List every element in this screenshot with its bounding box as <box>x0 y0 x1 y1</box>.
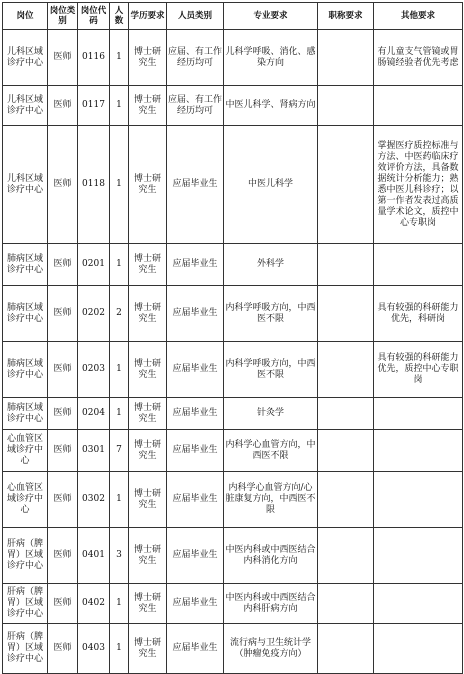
education-cell: 博士研究生 <box>129 624 167 674</box>
header-count: 人数 <box>110 3 129 30</box>
code-cell: 0117 <box>78 86 110 126</box>
title-cell <box>318 430 374 472</box>
major-cell: 流行病与卫生统计学（肿瘤免疫方向） <box>224 624 318 674</box>
category-cell: 医师 <box>48 30 78 86</box>
dept-cell: 心血管区域诊疗中心 <box>3 430 48 472</box>
header-category: 岗位类别 <box>48 3 78 30</box>
count-cell: 1 <box>110 342 129 398</box>
count-cell: 1 <box>110 86 129 126</box>
major-cell: 外科学 <box>224 244 318 286</box>
education-cell: 博士研究生 <box>129 286 167 342</box>
other-cell <box>374 86 463 126</box>
code-cell: 0201 <box>78 244 110 286</box>
category-cell: 医师 <box>48 244 78 286</box>
major-cell: 内科学呼吸方向，中西医不限 <box>224 286 318 342</box>
other-cell <box>374 244 463 286</box>
dept-cell: 肝病（脾胃）区域诊疗中心 <box>3 528 48 584</box>
table-row <box>3 584 463 624</box>
major-cell: 中医儿科学 <box>224 126 318 244</box>
education-cell: 博士研究生 <box>129 430 167 472</box>
other-cell: 掌握医疗质控标准与方法、中医药临床疗效评价方法，具备数据统计分析能力；熟悉中医儿科诊疗；以第一作者发表过高质量学术论文，质控中心专职岗 <box>374 126 463 244</box>
education-cell: 博士研究生 <box>129 86 167 126</box>
dept-cell: 心血管区域诊疗中心 <box>3 472 48 528</box>
education-cell: 博士研究生 <box>129 584 167 624</box>
title-cell <box>318 584 374 624</box>
title-cell <box>318 286 374 342</box>
count-cell: 1 <box>110 472 129 528</box>
major-cell: 中医内科或中西医结合内科肝病方向 <box>224 584 318 624</box>
category-cell: 医师 <box>48 430 78 472</box>
personnel-type-cell: 应届毕业生 <box>167 286 224 342</box>
other-cell: 具有较强的科研能力优先，质控中心专职岗 <box>374 342 463 398</box>
table-row <box>3 30 463 86</box>
table-row <box>3 528 463 584</box>
category-cell: 医师 <box>48 528 78 584</box>
header-education: 学历要求 <box>129 3 167 30</box>
other-cell <box>374 528 463 584</box>
personnel-type-cell: 应届毕业生 <box>167 244 224 286</box>
education-cell: 博士研究生 <box>129 472 167 528</box>
table-row <box>3 244 463 286</box>
code-cell: 0116 <box>78 30 110 86</box>
header-code: 岗位代码 <box>78 3 110 30</box>
category-cell: 医师 <box>48 342 78 398</box>
other-cell: 有儿童支气管镜或胃肠镜经验者优先考虑 <box>374 30 463 86</box>
personnel-type-cell: 应届毕业生 <box>167 430 224 472</box>
education-cell: 博士研究生 <box>129 244 167 286</box>
personnel-type-cell: 应届毕业生 <box>167 624 224 674</box>
code-cell: 0401 <box>78 528 110 584</box>
title-cell <box>318 472 374 528</box>
category-cell: 医师 <box>48 472 78 528</box>
code-cell: 0202 <box>78 286 110 342</box>
code-cell: 0118 <box>78 126 110 244</box>
personnel-type-cell: 应届毕业生 <box>167 126 224 244</box>
dept-cell: 肺病区域诊疗中心 <box>3 244 48 286</box>
table-row <box>3 126 463 244</box>
code-cell: 0403 <box>78 624 110 674</box>
personnel-type-cell: 应届、有工作经历均可 <box>167 86 224 126</box>
title-cell <box>318 244 374 286</box>
personnel-type-cell: 应届毕业生 <box>167 398 224 430</box>
title-cell <box>318 624 374 674</box>
major-cell: 中医儿科学、肾病方向 <box>224 86 318 126</box>
major-cell: 内科学心血管方向，中西医不限 <box>224 430 318 472</box>
count-cell: 2 <box>110 286 129 342</box>
category-cell: 医师 <box>48 86 78 126</box>
personnel-type-cell: 应届毕业生 <box>167 342 224 398</box>
major-cell: 儿科学呼吸、消化、感染方向 <box>224 30 318 86</box>
table-row <box>3 430 463 472</box>
count-cell: 7 <box>110 430 129 472</box>
dept-cell: 儿科区域诊疗中心 <box>3 86 48 126</box>
title-cell <box>318 30 374 86</box>
category-cell: 医师 <box>48 286 78 342</box>
count-cell: 1 <box>110 624 129 674</box>
dept-cell: 肝病（脾胃）区域诊疗中心 <box>3 584 48 624</box>
personnel-type-cell: 应届毕业生 <box>167 584 224 624</box>
title-cell <box>318 342 374 398</box>
title-cell <box>318 126 374 244</box>
personnel-type-cell: 应届毕业生 <box>167 528 224 584</box>
table-row <box>3 624 463 674</box>
header-other: 其他要求 <box>374 3 463 30</box>
other-cell <box>374 472 463 528</box>
personnel-type-cell: 应届毕业生 <box>167 472 224 528</box>
education-cell: 博士研究生 <box>129 30 167 86</box>
header-dept: 岗位 <box>3 3 48 30</box>
other-cell: 具有较强的科研能力优先，科研岗 <box>374 286 463 342</box>
title-cell <box>318 528 374 584</box>
education-cell: 博士研究生 <box>129 398 167 430</box>
dept-cell: 儿科区域诊疗中心 <box>3 126 48 244</box>
code-cell: 0203 <box>78 342 110 398</box>
title-cell <box>318 398 374 430</box>
other-cell <box>374 430 463 472</box>
major-cell: 内科学呼吸方向，中西医不限 <box>224 342 318 398</box>
table-row <box>3 86 463 126</box>
table-row <box>3 472 463 528</box>
dept-cell: 儿科区域诊疗中心 <box>3 30 48 86</box>
education-cell: 博士研究生 <box>129 126 167 244</box>
personnel-type-cell: 应届、有工作经历均可 <box>167 30 224 86</box>
header-major: 专业要求 <box>224 3 318 30</box>
header-personnel-type: 人员类别 <box>167 3 224 30</box>
code-cell: 0301 <box>78 430 110 472</box>
code-cell: 0204 <box>78 398 110 430</box>
recruitment-table <box>2 2 463 674</box>
major-cell: 内科学心血管方向/心脏康复方向，中西医不限 <box>224 472 318 528</box>
dept-cell: 肺病区域诊疗中心 <box>3 286 48 342</box>
count-cell: 1 <box>110 584 129 624</box>
table-row <box>3 286 463 342</box>
count-cell: 1 <box>110 244 129 286</box>
major-cell: 针灸学 <box>224 398 318 430</box>
count-cell: 3 <box>110 528 129 584</box>
header-row <box>3 3 463 30</box>
header-title: 职称要求 <box>318 3 374 30</box>
other-cell <box>374 584 463 624</box>
category-cell: 医师 <box>48 624 78 674</box>
dept-cell: 肺病区域诊疗中心 <box>3 398 48 430</box>
dept-cell: 肺病区域诊疗中心 <box>3 342 48 398</box>
category-cell: 医师 <box>48 398 78 430</box>
title-cell <box>318 86 374 126</box>
dept-cell: 肝病（脾胃）区域诊疗中心 <box>3 624 48 674</box>
category-cell: 医师 <box>48 126 78 244</box>
education-cell: 博士研究生 <box>129 342 167 398</box>
major-cell: 中医内科或中西医结合内科消化方向 <box>224 528 318 584</box>
code-cell: 0402 <box>78 584 110 624</box>
category-cell: 医师 <box>48 584 78 624</box>
count-cell: 1 <box>110 30 129 86</box>
count-cell: 1 <box>110 398 129 430</box>
education-cell: 博士研究生 <box>129 528 167 584</box>
other-cell <box>374 624 463 674</box>
other-cell <box>374 398 463 430</box>
table-row <box>3 342 463 398</box>
table-row <box>3 398 463 430</box>
count-cell: 1 <box>110 126 129 244</box>
code-cell: 0302 <box>78 472 110 528</box>
